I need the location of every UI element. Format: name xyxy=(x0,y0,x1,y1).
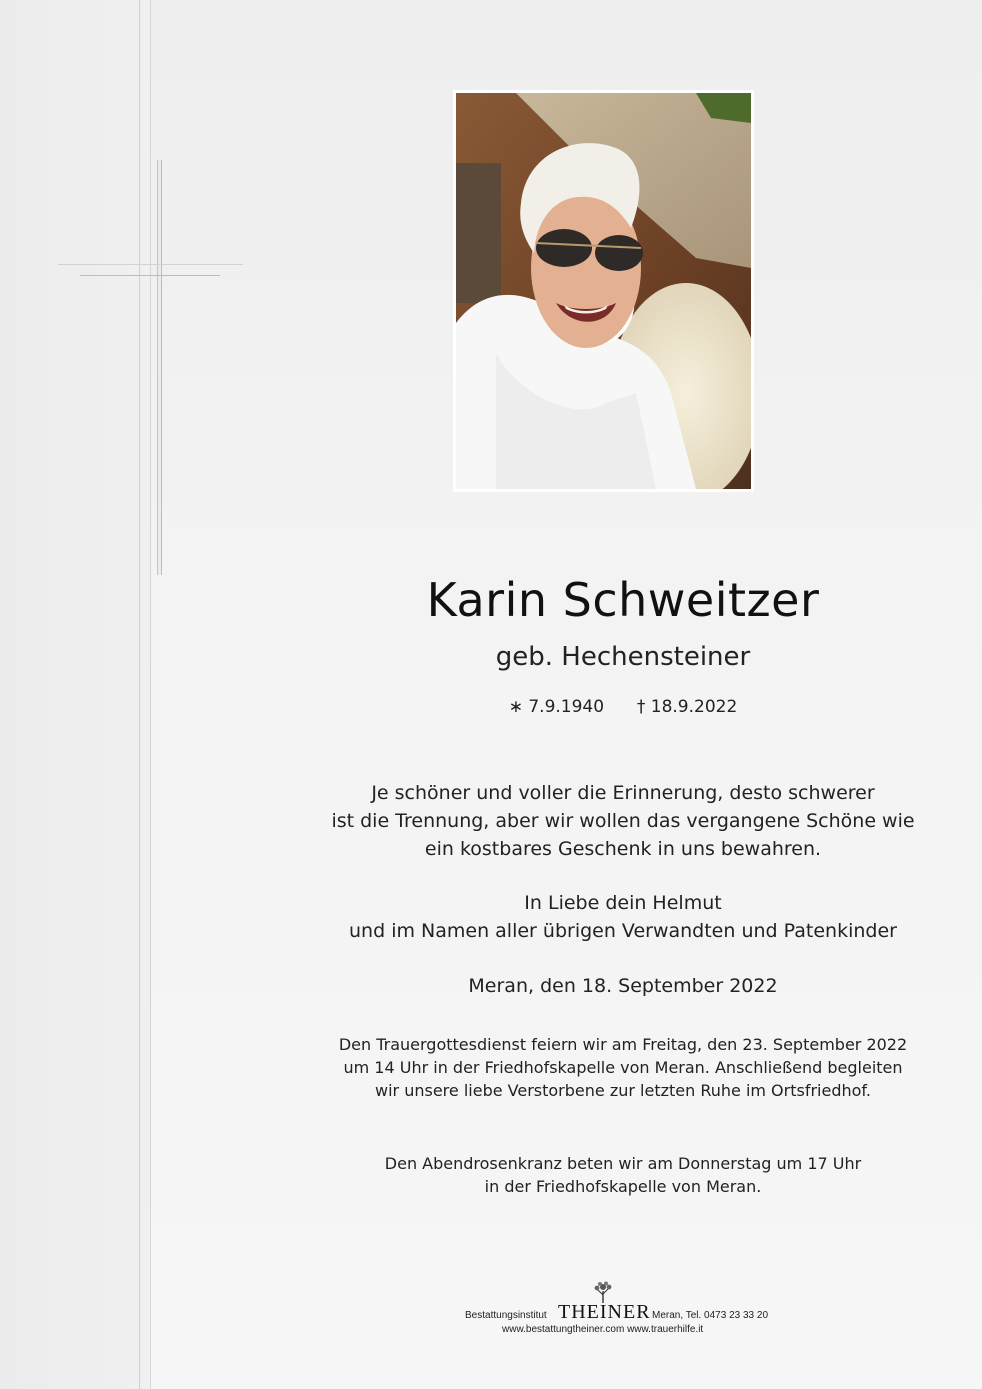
left-margin-band xyxy=(0,0,150,1389)
funeral-home-footer xyxy=(461,1300,783,1335)
service-line: wir unsere liebe Verstorbene zur letzten Ruhe im Ortsfriedhof. xyxy=(375,1081,871,1100)
margin-line xyxy=(150,0,151,1389)
service-info xyxy=(300,1033,946,1102)
death-symbol: † xyxy=(636,697,646,717)
verse-line: Je schöner und voller die Erinnerung, desto schwerer xyxy=(371,782,875,804)
life-dates xyxy=(300,697,946,717)
rosary-line: Den Abendrosenkranz beten wir am Donnerstag um 17 Uhr xyxy=(384,1154,862,1173)
birth-symbol: ∗ xyxy=(508,697,523,717)
verse-line: ist die Trennung, aber wir wollen das vergangene Schöne wie xyxy=(331,810,915,832)
deceased-name: Karin Schweitzer xyxy=(426,573,820,627)
institute-label: Bestattungsinstitut xyxy=(465,1310,547,1321)
place-date: Meran, den 18. September 2022 xyxy=(468,975,778,997)
cross-horizontal-bar xyxy=(58,264,243,265)
death-date: 18.9.2022 xyxy=(650,697,738,717)
cross-horizontal-bar xyxy=(80,275,220,276)
websites[interactable]: www.bestattungtheiner.com www.trauerhilfe.it xyxy=(502,1324,704,1335)
service-line: Den Trauergottesdienst feiern wir am Freitag, den 23. September 2022 xyxy=(338,1035,908,1054)
service-line: um 14 Uhr in der Friedhofskapelle von Meran. Anschließend begleiten xyxy=(343,1058,903,1077)
mourners-line: In Liebe dein Helmut xyxy=(524,892,722,914)
mourners-line: und im Namen aller übrigen Verwandten und Patenkinder xyxy=(349,920,897,942)
verse xyxy=(300,779,946,863)
rosary-info xyxy=(300,1152,946,1198)
verse-line: ein kostbares Geschenk in uns bewahren. xyxy=(424,838,822,860)
cross-vertical-bar xyxy=(157,160,162,575)
mourners xyxy=(300,889,946,945)
tree-icon xyxy=(591,1281,615,1303)
brand-name: THEINER xyxy=(558,1301,651,1323)
margin-line xyxy=(139,0,140,1389)
contact-info: Meran, Tel. 0473 23 33 20 xyxy=(652,1310,769,1321)
portrait-photo xyxy=(456,93,751,489)
birth-date: 7.9.1940 xyxy=(528,697,605,717)
maiden-name: geb. Hechensteiner xyxy=(495,642,751,672)
rosary-line: in der Friedhofskapelle von Meran. xyxy=(484,1177,762,1196)
